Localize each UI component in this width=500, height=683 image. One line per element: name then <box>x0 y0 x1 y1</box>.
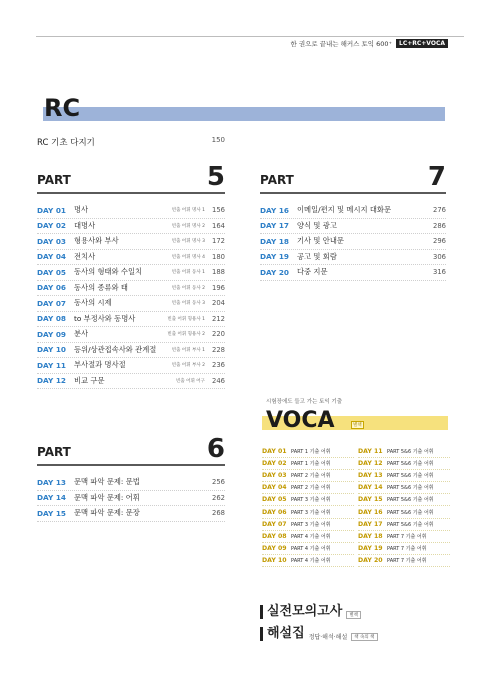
voca-day: DAY 19 <box>358 544 383 552</box>
day-note: 빈출 어휘 명사 1 <box>171 208 205 214</box>
answer-key-marker <box>260 627 263 641</box>
voca-text: PART 4 기출 어휘 <box>291 545 331 552</box>
voca-day: DAY 14 <box>358 484 383 492</box>
day-label: DAY 18 <box>260 236 289 246</box>
day-label: DAY 08 <box>37 314 66 324</box>
day-row[interactable] <box>37 475 225 491</box>
day-topic: 공고 및 회람 <box>297 251 337 261</box>
voca-text: PART 3 기출 어휘 <box>291 509 331 516</box>
rc-intro-label: RC 기초 다지기 <box>37 138 95 148</box>
voca-right-list <box>358 446 450 567</box>
voca-text: PART 7 기출 어휘 <box>387 545 427 552</box>
day-topic: 동사의 시제 <box>74 298 112 308</box>
day-page: 256 <box>212 478 225 487</box>
voca-day: DAY 16 <box>358 508 383 516</box>
day-topic: 부사절과 명사절 <box>74 360 126 370</box>
tagline-badge: LC+RC+VOCA <box>396 39 448 48</box>
book-tagline <box>290 39 448 48</box>
day-row[interactable] <box>37 203 225 219</box>
day-note: 빈출 어휘 부사 1 <box>171 347 205 353</box>
voca-text: PART 5&6 기출 어휘 <box>387 461 434 468</box>
voca-row[interactable] <box>358 555 450 567</box>
voca-day: DAY 04 <box>262 484 287 492</box>
part6-number: 6 <box>206 434 225 464</box>
day-page: 228 <box>212 345 225 354</box>
day-label: DAY 20 <box>260 267 289 277</box>
day-row[interactable] <box>37 265 225 281</box>
day-label: DAY 12 <box>37 376 66 386</box>
voca-text: PART 3 기출 어휘 <box>291 521 331 528</box>
voca-row[interactable] <box>262 494 354 506</box>
answer-key-title: 해설집 <box>267 626 305 641</box>
day-topic: 문맥 파악 문제: 어휘 <box>74 492 140 502</box>
day-page: 262 <box>212 493 225 502</box>
voca-row[interactable] <box>262 482 354 494</box>
day-note: 빈출 어휘 명사 3 <box>171 239 205 245</box>
voca-day: DAY 20 <box>358 556 383 564</box>
day-note: 빈출 어휘 형용사 2 <box>167 332 205 338</box>
answer-key-tag: 책 속의 책 <box>351 633 377 641</box>
part7-underline <box>260 192 446 194</box>
voca-text: PART 5&6 기출 어휘 <box>387 497 434 504</box>
voca-day: DAY 01 <box>262 448 287 456</box>
day-page: 276 <box>433 206 446 215</box>
voca-row[interactable] <box>262 446 354 458</box>
part5-day-list <box>37 203 225 389</box>
day-page: 296 <box>433 237 446 246</box>
voca-row[interactable] <box>358 446 450 458</box>
voca-heading <box>262 405 450 435</box>
day-label: DAY 19 <box>260 252 289 262</box>
voca-text: PART 4 기출 어휘 <box>291 533 331 540</box>
day-page: 180 <box>212 252 225 261</box>
part5-number: 5 <box>206 162 225 192</box>
day-label: DAY 13 <box>37 477 66 487</box>
mock-test-entry[interactable] <box>260 605 361 619</box>
day-page: 164 <box>212 221 225 230</box>
day-label: DAY 14 <box>37 493 66 503</box>
day-label: DAY 06 <box>37 283 66 293</box>
voca-day: DAY 02 <box>262 460 287 468</box>
rc-intro-row[interactable] <box>37 136 225 148</box>
day-topic: 이메일/편지 및 메시지 대화문 <box>297 205 392 215</box>
part7-day-list <box>260 203 446 281</box>
voca-day: DAY 05 <box>262 496 287 504</box>
part6-day-list <box>37 475 225 522</box>
voca-row[interactable] <box>262 519 354 531</box>
mock-test-tag: 별책 <box>346 611 361 619</box>
day-note: 빈출 어휘 동사 3 <box>171 301 205 307</box>
day-topic: 기사 및 안내문 <box>297 236 344 246</box>
day-row[interactable] <box>260 265 446 281</box>
voca-text: PART 7 기출 어휘 <box>387 533 427 540</box>
day-label: DAY 09 <box>37 329 66 339</box>
voca-row[interactable] <box>358 470 450 482</box>
day-row[interactable] <box>37 250 225 266</box>
day-label: DAY 02 <box>37 221 66 231</box>
voca-text: PART 2 기출 어휘 <box>291 485 331 492</box>
day-note: 빈출 어휘 어구 <box>176 378 205 384</box>
day-page: 212 <box>212 314 225 323</box>
voca-row[interactable] <box>262 555 354 567</box>
part7-word: PART <box>260 173 294 187</box>
voca-text: PART 1 기출 어휘 <box>291 461 331 468</box>
day-label: DAY 03 <box>37 236 66 246</box>
day-topic: 다중 지문 <box>297 267 328 277</box>
voca-text: PART 5&6 기출 어휘 <box>387 473 434 480</box>
day-topic: 문맥 파악 문제: 문장 <box>74 508 140 518</box>
day-row[interactable] <box>37 234 225 250</box>
voca-tag: 별책 <box>353 423 362 428</box>
day-row[interactable] <box>37 358 225 374</box>
day-page: 172 <box>212 237 225 246</box>
header-rule <box>36 36 464 37</box>
day-page: 316 <box>433 268 446 277</box>
voca-text: PART 4 기출 어휘 <box>291 557 331 564</box>
day-page: 306 <box>433 252 446 261</box>
voca-row[interactable] <box>358 543 450 555</box>
day-topic: 형용사와 부사 <box>74 236 119 246</box>
day-page: 196 <box>212 283 225 292</box>
day-row[interactable] <box>260 250 446 266</box>
mock-test-title: 실전모의고사 <box>267 604 343 619</box>
day-page: 188 <box>212 268 225 277</box>
day-page: 220 <box>212 330 225 339</box>
day-topic: 문맥 파악 문제: 문법 <box>74 477 140 487</box>
rc-highlight-bar <box>43 107 445 121</box>
voca-day: DAY 09 <box>262 544 287 552</box>
answer-key-subtitle: 정답·해석·해설 <box>308 634 348 641</box>
day-topic: 대명사 <box>74 220 96 230</box>
voca-day: DAY 10 <box>262 556 287 564</box>
part6-heading <box>37 436 225 462</box>
day-page: 156 <box>212 206 225 215</box>
day-page: 204 <box>212 299 225 308</box>
day-row[interactable] <box>37 327 225 343</box>
voca-row[interactable] <box>262 458 354 470</box>
day-label: DAY 16 <box>260 205 289 215</box>
day-label: DAY 04 <box>37 252 66 262</box>
day-label: DAY 15 <box>37 508 66 518</box>
voca-row[interactable] <box>358 458 450 470</box>
day-topic: 등위/상관접속사와 관계절 <box>74 344 157 354</box>
day-row[interactable] <box>37 219 225 235</box>
day-note: 빈출 어휘 부사 2 <box>171 363 205 369</box>
rc-title: RC <box>44 94 81 122</box>
voca-row[interactable] <box>262 506 354 518</box>
day-label: DAY 01 <box>37 205 66 215</box>
day-row[interactable] <box>260 203 446 219</box>
mock-test-marker <box>260 605 263 619</box>
rc-section-heading <box>36 95 445 125</box>
day-note: 빈출 어휘 형용사 1 <box>167 316 205 322</box>
voca-text: PART 7 기출 어휘 <box>387 557 427 564</box>
voca-row[interactable] <box>358 531 450 543</box>
day-topic: 명사 <box>74 205 89 215</box>
day-page: 236 <box>212 361 225 370</box>
day-row[interactable] <box>37 374 225 390</box>
day-note: 빈출 어휘 동사 1 <box>171 270 205 276</box>
part5-word: PART <box>37 173 71 187</box>
voca-row[interactable] <box>262 470 354 482</box>
voca-text: PART 5&6 기출 어휘 <box>387 509 434 516</box>
day-topic: to 부정사와 동명사 <box>74 313 136 323</box>
answer-key-entry[interactable] <box>260 627 378 641</box>
voca-row[interactable] <box>262 531 354 543</box>
day-page: 268 <box>212 509 225 518</box>
day-note: 빈출 어휘 동사 2 <box>171 285 205 291</box>
day-row[interactable] <box>37 491 225 507</box>
day-topic: 분사 <box>74 329 89 339</box>
day-label: DAY 07 <box>37 298 66 308</box>
voca-row[interactable] <box>262 543 354 555</box>
part6-word: PART <box>37 445 71 459</box>
part5-underline <box>37 192 225 194</box>
voca-day: DAY 07 <box>262 520 287 528</box>
day-row[interactable] <box>37 506 225 522</box>
voca-day: DAY 11 <box>358 448 383 456</box>
day-topic: 동사의 형태와 수일치 <box>74 267 143 277</box>
voca-day: DAY 13 <box>358 472 383 480</box>
voca-day: DAY 03 <box>262 472 287 480</box>
voca-day: DAY 18 <box>358 532 383 540</box>
day-label: DAY 05 <box>37 267 66 277</box>
part6-underline <box>37 464 225 466</box>
voca-day: DAY 08 <box>262 532 287 540</box>
day-row[interactable] <box>37 312 225 328</box>
day-topic: 전치사 <box>74 251 96 261</box>
rc-intro-page: 150 <box>211 136 225 144</box>
part7-number: 7 <box>427 162 446 192</box>
day-note: 빈출 어휘 명사 4 <box>171 254 205 260</box>
voca-day: DAY 15 <box>358 496 383 504</box>
tagline-text: 한 권으로 끝내는 해커스 토익 600⁺ <box>290 40 392 48</box>
voca-row[interactable] <box>358 506 450 518</box>
voca-row[interactable] <box>358 494 450 506</box>
voca-day: DAY 12 <box>358 460 383 468</box>
day-row[interactable] <box>37 281 225 297</box>
voca-day: DAY 06 <box>262 508 287 516</box>
day-note: 빈출 어휘 명사 2 <box>171 223 205 229</box>
part5-heading <box>37 164 225 190</box>
voca-text: PART 5&6 기출 어휘 <box>387 485 434 492</box>
voca-row[interactable] <box>358 482 450 494</box>
voca-row[interactable] <box>358 519 450 531</box>
voca-text: PART 2 기출 어휘 <box>291 473 331 480</box>
day-label: DAY 10 <box>37 345 66 355</box>
day-topic: 비교 구문 <box>74 375 105 385</box>
day-label: DAY 11 <box>37 360 66 370</box>
voca-text: PART 1 기출 어휘 <box>291 449 331 456</box>
day-label: DAY 17 <box>260 221 289 231</box>
voca-day: DAY 17 <box>358 520 383 528</box>
voca-text: PART 3 기출 어휘 <box>291 497 331 504</box>
day-row[interactable] <box>260 234 446 250</box>
voca-title: VOCA <box>266 408 335 433</box>
day-topic: 양식 및 광고 <box>297 220 337 230</box>
voca-left-list <box>262 446 354 567</box>
voca-text: PART 5&6 기출 어휘 <box>387 449 434 456</box>
voca-text: PART 5&6 기출 어휘 <box>387 521 434 528</box>
day-topic: 동사의 종류와 태 <box>74 282 128 292</box>
day-row[interactable] <box>37 343 225 359</box>
day-page: 246 <box>212 376 225 385</box>
day-page: 286 <box>433 221 446 230</box>
part7-heading <box>260 164 446 190</box>
day-row[interactable] <box>37 296 225 312</box>
voca-subtitle: 시험장에도 들고 가는 토익 기출 <box>266 399 343 405</box>
day-row[interactable] <box>260 219 446 235</box>
